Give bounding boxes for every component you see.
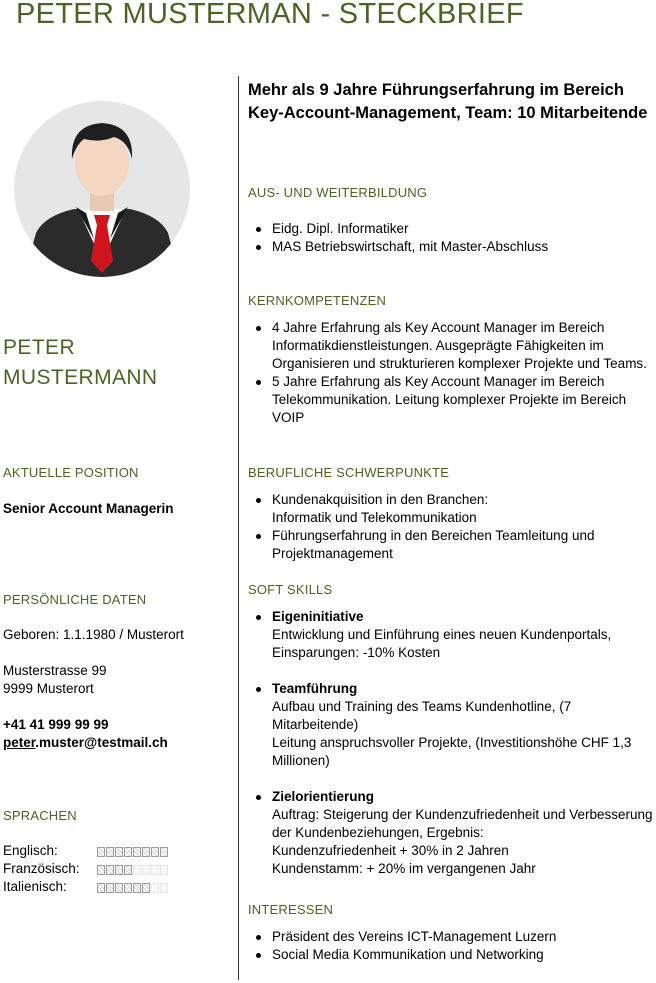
name-line-last: MUSTERMANN (3, 366, 158, 389)
birth-info: Geboren: 1.1.1980 / Musterort (3, 627, 184, 642)
language-level-bar (97, 863, 169, 875)
level-segment (142, 883, 150, 893)
level-segment (160, 847, 168, 857)
focus-heading: BERUFLICHE SCHWERPUNKTE (248, 465, 450, 480)
soft-skill-title: Zielorientierung (272, 789, 375, 804)
list-item: 4 Jahre Erfahrung als Key Account Manager im Bereich Informatikdienstleistungen. Ausgeprägte Fähigkeiten im Organisieren und strukturieren komplexer Projekte und Teams. (248, 319, 656, 373)
focus-item-line: Kundenakquisition in den Branchen: (272, 492, 489, 507)
competencies-list (248, 319, 656, 427)
focus-item-line: Informatik und Telekommunikation (272, 510, 477, 525)
level-segment (160, 865, 168, 875)
language-level-bar (97, 845, 169, 857)
level-segment (115, 883, 123, 893)
level-segment (160, 883, 168, 893)
soft-skill-item (248, 788, 656, 878)
address-street: Musterstrasse 99 (3, 663, 107, 678)
focus-list (248, 491, 656, 563)
address-city: 9999 Musterort (3, 681, 94, 696)
position-value: Senior Account Managerin (3, 501, 174, 516)
intro-summary: Mehr als 9 Jahre Führungserfahrung im Bereich Key-Account-Management, Team: 10 Mitarbeitende (248, 81, 648, 122)
soft-skill-detail: Entwicklung und Einführung eines neuen Kundenportals, Einsparungen: -10% Kosten (272, 627, 612, 660)
person-avatar-icon (14, 101, 190, 277)
page-title: PETER MUSTERMAN - STECKBRIEF (16, 0, 524, 30)
languages-heading: SPRACHEN (3, 808, 77, 823)
position-heading: AKTUELLE POSITION (3, 465, 139, 480)
personal-heading: PERSÖNLICHE DATEN (3, 592, 147, 607)
list-item (248, 491, 656, 527)
level-segment (133, 865, 141, 875)
soft-skill-detail: Auftrag: Steigerung der Kundenzufriedenheit und Verbesserung der Kundenbeziehungen, Ergebnis: (272, 807, 653, 840)
level-segment (142, 865, 150, 875)
language-level-bar (97, 881, 169, 893)
interests-heading: INTERESSEN (248, 902, 334, 917)
level-segment (115, 865, 123, 875)
soft-skills-list (248, 608, 656, 878)
soft-skill-detail: Aufbau und Training des Teams Kundenhotline, (7 Mitarbeitende) (272, 699, 572, 732)
list-item: Präsident des Vereins ICT-Management Luzern (248, 928, 656, 946)
column-divider (238, 76, 239, 980)
language-label: Französisch: (3, 861, 80, 876)
email-user: peter (3, 735, 36, 750)
name-line-first: PETER (3, 336, 76, 359)
level-segment (97, 883, 105, 893)
level-segment (124, 847, 132, 857)
level-segment (133, 847, 141, 857)
level-segment (133, 883, 141, 893)
interests-list (248, 928, 656, 964)
soft-skill-title: Eigeninitiative (272, 609, 364, 624)
level-segment (124, 883, 132, 893)
list-item: 5 Jahre Erfahrung als Key Account Manager im Bereich Telekommunikation. Leitung komplexer Projekte im Bereich VOIP (248, 373, 656, 427)
soft-skill-detail: Kundenstamm: + 20% im vergangenen Jahr (272, 861, 536, 876)
level-segment (97, 847, 105, 857)
list-item: Eidg. Dipl. Informatiker (248, 220, 656, 238)
soft-skills-heading: SOFT SKILLS (248, 582, 333, 597)
competencies-heading: KERNKOMPETENZEN (248, 293, 387, 308)
level-segment (106, 883, 114, 893)
level-segment (142, 847, 150, 857)
soft-skill-title: Teamführung (272, 681, 358, 696)
education-heading: AUS- UND WEITERBILDUNG (248, 185, 428, 200)
level-segment (124, 865, 132, 875)
level-segment (106, 865, 114, 875)
phone-number: +41 41 999 99 99 (3, 717, 109, 732)
level-segment (106, 847, 114, 857)
language-label: Italienisch: (3, 879, 67, 894)
level-segment (97, 865, 105, 875)
language-row (3, 861, 169, 879)
level-segment (151, 883, 159, 893)
level-segment (115, 847, 123, 857)
list-item: MAS Betriebswirtschaft, mit Master-Abschluss (248, 238, 656, 256)
language-row (3, 879, 169, 897)
soft-skill-item (248, 608, 656, 662)
email-address[interactable] (3, 734, 168, 752)
list-item: Führungserfahrung in den Bereichen Teamleitung und Projektmanagement (248, 527, 656, 563)
level-segment (151, 865, 159, 875)
soft-skill-item (248, 680, 656, 770)
soft-skill-detail: Leitung anspruchsvoller Projekte, (Investitionshöhe CHF 1,3 Millionen) (272, 735, 632, 768)
list-item: Social Media Kommunikation und Networking (248, 946, 656, 964)
soft-skill-detail: Kundenzufriedenheit + 30% in 2 Jahren (272, 843, 509, 858)
language-row (3, 843, 169, 861)
person-name (3, 333, 158, 393)
level-segment (151, 847, 159, 857)
language-label: Englisch: (3, 843, 58, 858)
email-domain: .muster@testmail.ch (35, 735, 168, 750)
education-list (248, 220, 656, 256)
